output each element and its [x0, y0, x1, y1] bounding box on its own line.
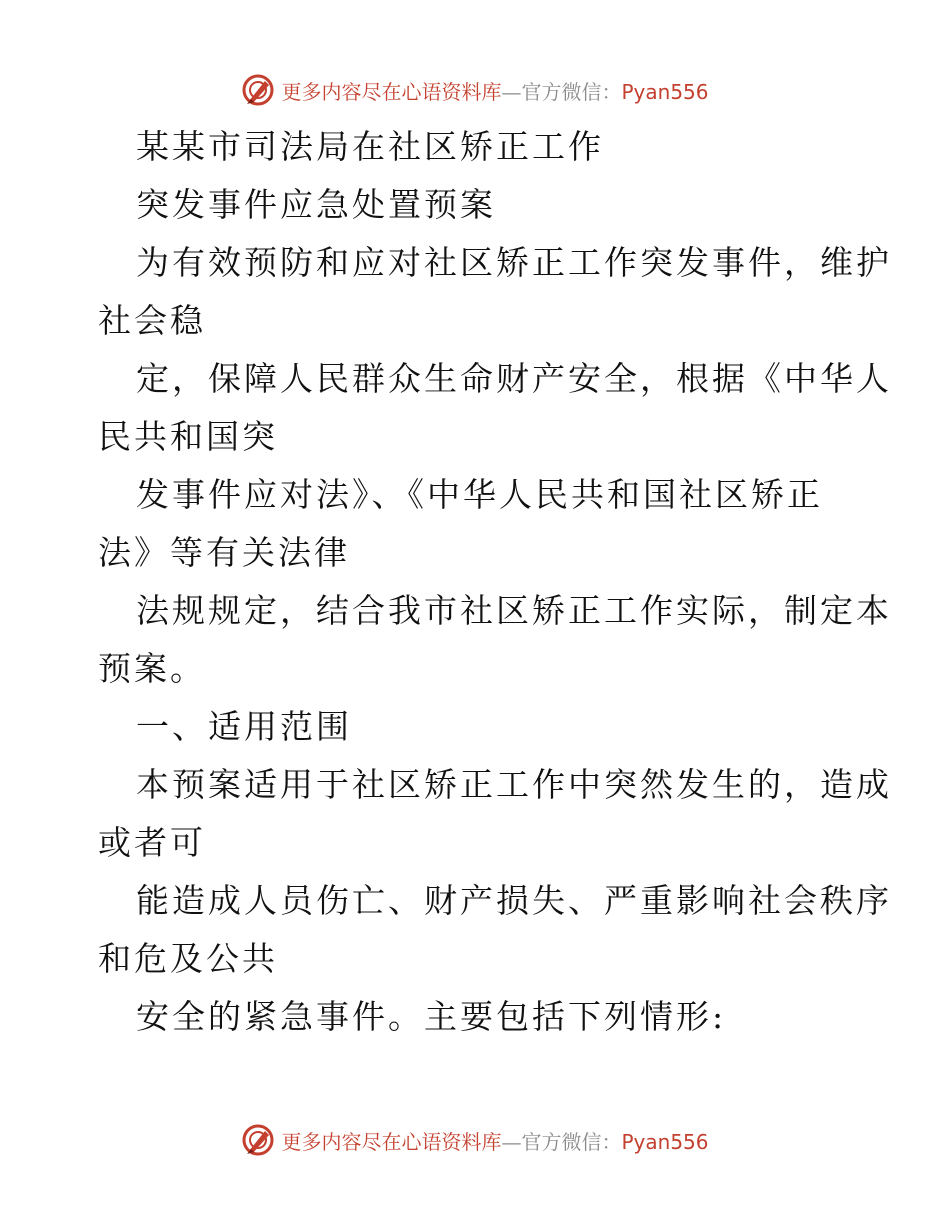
paragraph-line: 能造成人员伤亡、财产损失、严重影响社会秩序	[136, 881, 892, 920]
paragraph-line: 民共和国突	[98, 417, 278, 456]
watermark-dash: —	[501, 1129, 522, 1154]
doc-title-line-2: 突发事件应急处置预案	[136, 185, 496, 224]
watermark-text	[281, 1126, 708, 1155]
watermark-title: 更多内容尽在心语资料库	[281, 1129, 502, 1154]
watermark-dash: —	[501, 79, 522, 104]
paragraph-line: 发事件应对法》、《中华人民共和国社区矫正	[136, 475, 823, 514]
pen-logo-icon	[241, 1123, 275, 1157]
watermark-wechat-label: 官方微信：	[521, 79, 622, 104]
paragraph-line: 法规规定，结合我市社区矫正工作实际，制定本	[136, 591, 892, 630]
paragraph-line: 安全的紧急事件。主要包括下列情形:	[136, 997, 727, 1036]
paragraph-line: 或者可	[98, 823, 206, 862]
header-watermark	[0, 70, 950, 110]
watermark-wechat-label: 官方微信：	[521, 1129, 622, 1154]
paragraph-line: 为有效预防和应对社区矫正工作突发事件，维护	[136, 243, 892, 282]
watermark-text	[281, 76, 708, 105]
pen-logo-icon	[241, 73, 275, 107]
paragraph-line: 定，保障人民群众生命财产安全，根据《中华人	[136, 359, 892, 398]
paragraph-line: 预案。	[98, 649, 206, 688]
footer-watermark	[0, 1120, 950, 1160]
paragraph-line: 和危及公共	[98, 939, 278, 978]
watermark-title: 更多内容尽在心语资料库	[281, 79, 502, 104]
paragraph-line: 本预案适用于社区矫正工作中突然发生的，造成	[136, 765, 892, 804]
doc-title-line-1: 某某市司法局在社区矫正工作	[136, 127, 604, 166]
paragraph-line: 法》等有关法律	[98, 533, 350, 572]
document-body	[98, 118, 892, 1046]
watermark-wechat-id: Pyan556	[621, 1129, 709, 1154]
watermark-wechat-id: Pyan556	[621, 79, 709, 104]
section-heading: 一、适用范围	[136, 707, 352, 746]
paragraph-line: 社会稳	[98, 301, 206, 340]
